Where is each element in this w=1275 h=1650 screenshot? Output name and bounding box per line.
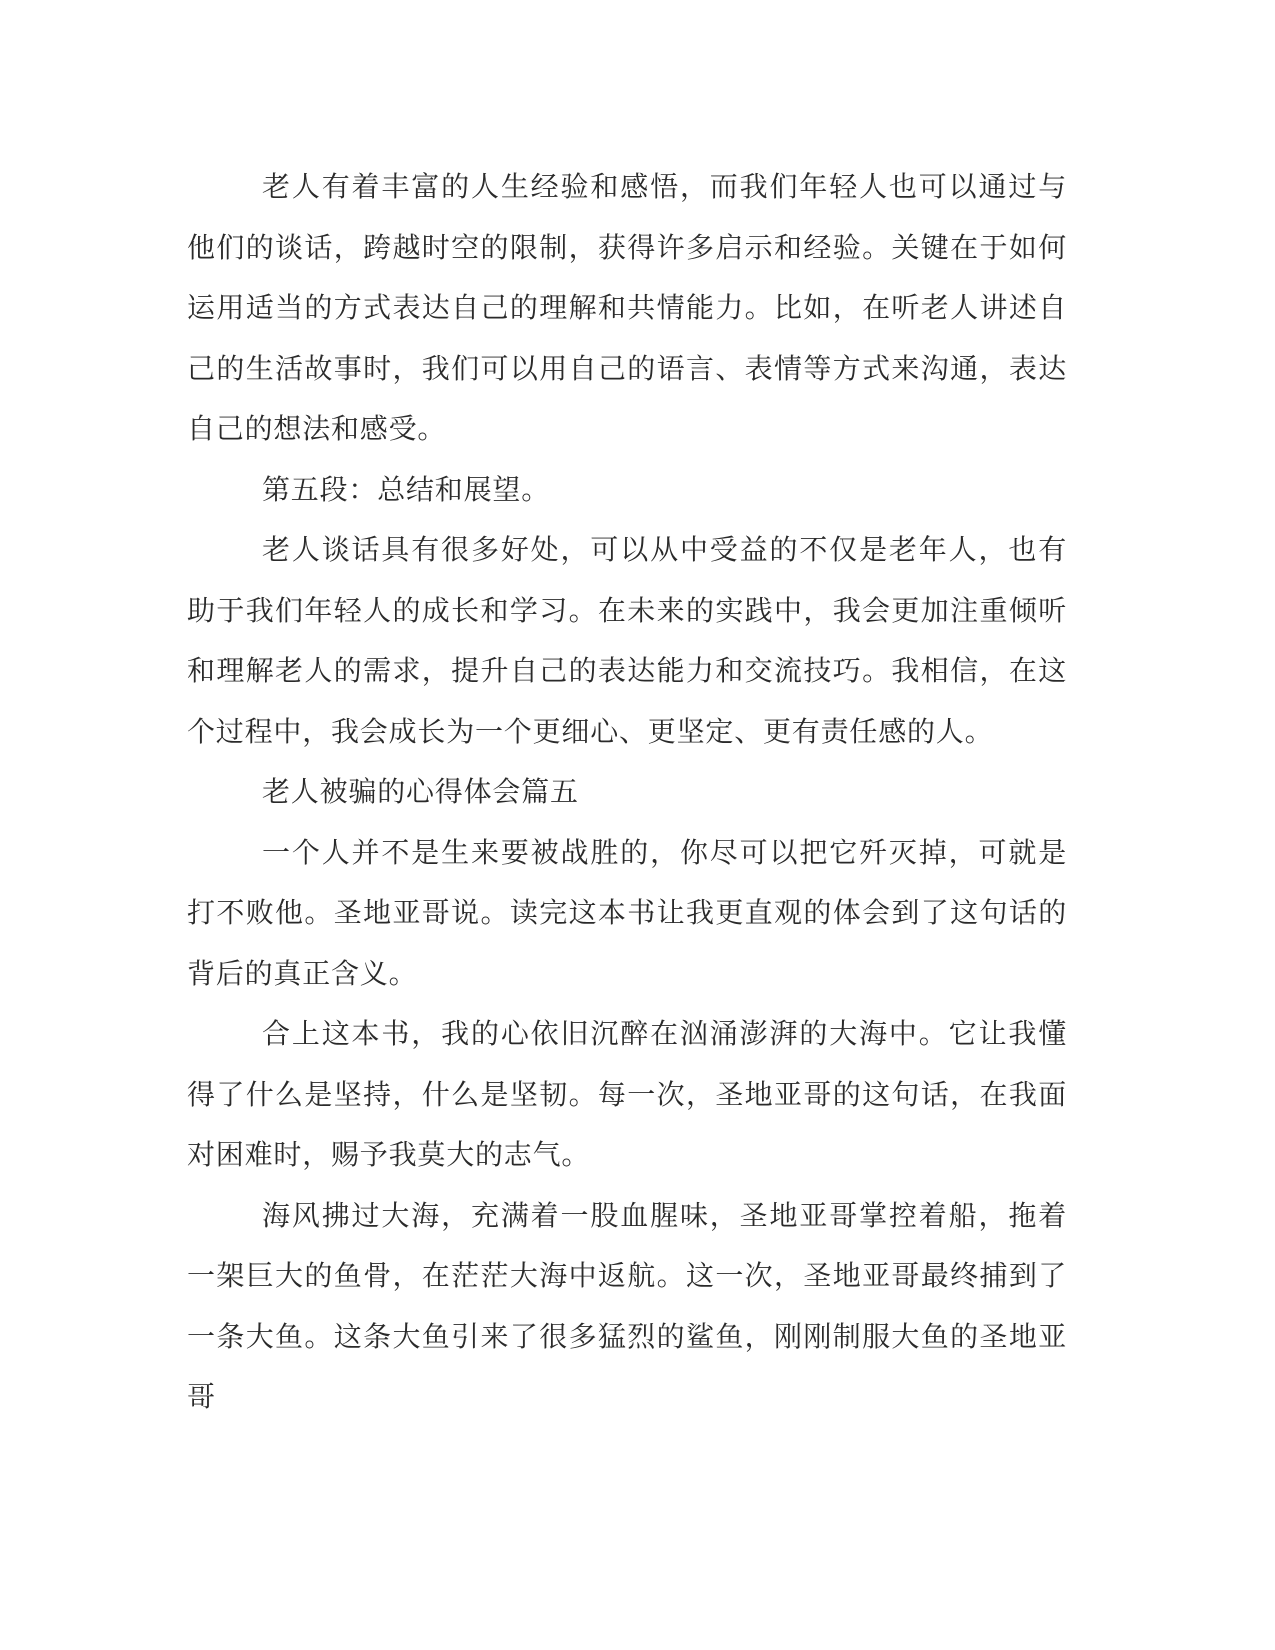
paragraph-sea-voyage: 海风拂过大海，充满着一股血腥味，圣地亚哥掌控着船，拖着一架巨大的鱼骨，在茫茫大海中返航。这一次，圣地亚哥最终捕到了一条大鱼。这条大鱼引来了很多猛烈的鲨鱼，刚刚制服大鱼的圣地亚哥 xyxy=(187,1198,1067,1413)
document-body xyxy=(187,157,1067,1428)
paragraph-closing-book: 合上这本书，我的心依旧沉醉在汹涌澎湃的大海中。它让我懂得了什么是坚持，什么是坚韧。每一次，圣地亚哥的这句话，在我面对困难时，赐予我莫大的志气。 xyxy=(187,1017,1067,1171)
section-heading-fifth: 第五段：总结和展望。 xyxy=(262,472,551,506)
paragraph-summary-outlook: 老人谈话具有很多好处，可以从中受益的不仅是老年人，也有助于我们年轻人的成长和学习。在未来的实践中，我会更加注重倾听和理解老人的需求，提升自己的表达能力和交流技巧。我相信，在这个过程中，我会成长为一个更细心、更坚定、更有责任感的人。 xyxy=(187,533,1067,748)
essay-title-part-five: 老人被骗的心得体会篇五 xyxy=(262,775,579,808)
paragraph-quote: 一个人并不是生来要被战胜的，你尽可以把它歼灭掉，可就是打不败他。圣地亚哥说。读完这本书让我更直观的体会到了这句话的背后的真正含义。 xyxy=(187,835,1067,990)
paragraph-elder-experience: 老人有着丰富的人生经验和感悟，而我们年轻人也可以通过与他们的谈话，跨越时空的限制，获得许多启示和经验。关键在于如何运用适当的方式表达自己的理解和共情能力。比如，在听老人讲述自己的生活故事时，我们可以用自己的语言、表情等方式来沟通，表达自己的想法和感受。 xyxy=(187,170,1067,445)
